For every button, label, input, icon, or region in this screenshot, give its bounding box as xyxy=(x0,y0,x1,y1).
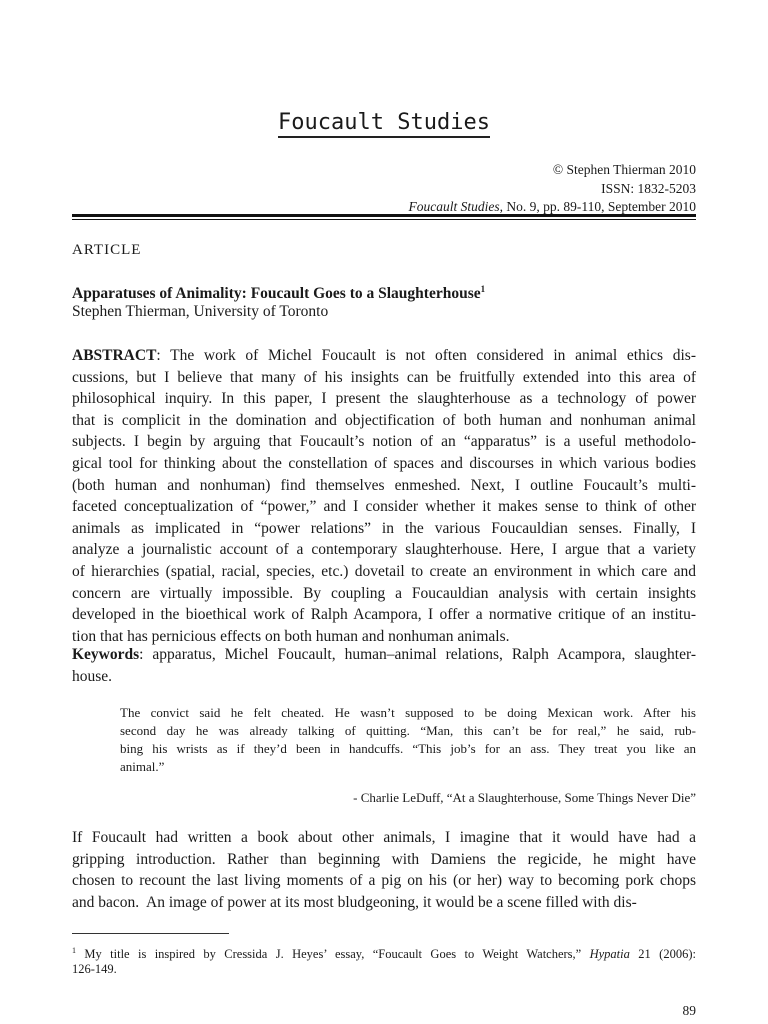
keywords-label: Keywords xyxy=(72,646,140,663)
article-label: ARTICLE xyxy=(72,242,142,258)
abstract-text: analyze a journalistic account of a contemporary slaughterhouse. Here, I argue that a variety xyxy=(72,541,696,559)
abstract-text: concern are virtually impossible. By coupling a Foucauldian analysis with certain insights xyxy=(72,584,696,602)
header-rule xyxy=(72,214,696,217)
abstract-text: philosophical inquiry. In this paper, I present the slaughterhouse as a technology of power xyxy=(72,390,696,408)
body-paragraph xyxy=(72,827,696,913)
keywords-line xyxy=(72,666,696,688)
abstract-line xyxy=(72,583,696,605)
footnote-ref[interactable]: 1 xyxy=(480,284,486,294)
citation-details: , No. 9, pp. 89-110, September 2010 xyxy=(499,199,696,214)
keywords-text: : apparatus, Michel Foucault, human–animal relations, Ralph Acampora, slaughter- xyxy=(139,646,696,663)
body-line xyxy=(72,849,696,871)
journal-title xyxy=(0,110,768,135)
epigraph-line xyxy=(120,704,696,722)
abstract-text: cussions, but I believe that many of his insights can be fruitfully extended into this area of xyxy=(72,368,696,386)
abstract-line xyxy=(72,410,696,432)
epigraph-text: animal.” xyxy=(120,759,165,774)
body-line xyxy=(72,870,696,892)
article-title xyxy=(72,284,485,303)
footnote-rule xyxy=(72,933,229,934)
abstract-text: gical tool for thinking about the constellation of spaces and discourses in which various bodies xyxy=(72,454,696,472)
epigraph-text: The convict said he felt cheated. He wasn’t supposed to be doing Mexican work. After his xyxy=(120,705,696,720)
abstract-line xyxy=(72,475,696,497)
abstract-line xyxy=(72,345,696,367)
epigraph-line xyxy=(120,758,696,776)
abstract-text: of hierarchies (spatial, racial, species, etc.) dovetail to create an environment in which care and xyxy=(72,562,696,580)
citation-journal: Foucault Studies xyxy=(408,199,500,214)
body-line xyxy=(72,892,696,914)
keywords-text: house. xyxy=(72,667,113,685)
keywords-line xyxy=(72,644,696,666)
abstract-line xyxy=(72,539,696,561)
body-line xyxy=(72,827,696,849)
footnote-text: My title is inspired by Cressida J. Heyes’ essay, “Foucault Goes to Weight Watchers,” xyxy=(76,947,590,962)
journal-title-text: Foucault Studies xyxy=(278,110,490,138)
epigraph-line xyxy=(120,740,696,758)
abstract-text: subjects. I begin by arguing that Foucault’s notion of an “apparatus” is a useful methodolo- xyxy=(72,433,696,451)
epigraph-text: bing his wrists as if they’d been in handcuffs. “This job’s for an ass. They treat you like an xyxy=(120,741,696,756)
abstract-label: ABSTRACT xyxy=(72,347,157,364)
abstract-line xyxy=(72,453,696,475)
copyright: © Stephen Thierman 2010 xyxy=(552,162,696,177)
abstract-line xyxy=(72,604,696,626)
body-text: chosen to recount the last living moments of a pig on his (or her) way to becoming pork chops xyxy=(72,872,696,890)
abstract-text: developed in the bioethical work of Ralph Acampora, I offer a normative critique of an institu- xyxy=(72,606,696,624)
abstract-text: : The work of Michel Foucault is not often considered in animal ethics dis- xyxy=(156,347,696,364)
issn: ISSN: 1832-5203 xyxy=(601,180,696,196)
footnote-line: 126-149. xyxy=(72,962,117,976)
keywords xyxy=(72,644,696,687)
footnote-text-end: 21 (2006): xyxy=(629,947,696,962)
abstract-text: (both human and nonhuman) find themselves enmeshed. Next, I outline Foucault’s multi- xyxy=(72,476,696,494)
abstract-text: that is complicit in the domination and objectification of both human and nonhuman animal xyxy=(72,411,696,429)
header-rule-thin xyxy=(72,219,696,220)
abstract-line xyxy=(72,518,696,540)
epigraph xyxy=(120,704,696,776)
body-text: If Foucault had written a book about other animals, I imagine that it would have had a xyxy=(72,829,696,846)
abstract-text: tion that has pernicious effects on both human and nonhuman animals. xyxy=(72,627,510,645)
abstract xyxy=(72,345,696,647)
abstract-line xyxy=(72,388,696,410)
publication-meta xyxy=(409,161,696,217)
abstract-line xyxy=(72,561,696,583)
page-number: 89 xyxy=(682,1003,696,1018)
footnote xyxy=(72,942,696,978)
abstract-line xyxy=(72,367,696,389)
abstract-text: faceted conceptualization of “power,” and I consider whether it makes sense to think of other xyxy=(72,498,696,516)
epigraph-attribution: - Charlie LeDuff, “At a Slaughterhouse, Some Things Never Die” xyxy=(353,790,696,805)
footnote-journal: Hypatia xyxy=(589,947,630,962)
abstract-line xyxy=(72,431,696,453)
epigraph-line xyxy=(120,722,696,740)
article-author: Stephen Thierman, University of Toronto xyxy=(72,303,329,320)
footnote-line xyxy=(72,942,696,960)
abstract-text: animals as implicated in “power relations” in the various Foucauldian senses. Finally, I xyxy=(72,519,696,537)
article-title-text: Apparatuses of Animality: Foucault Goes to a Slaughterhouse xyxy=(72,285,481,303)
footnote-mark: 1 xyxy=(72,946,76,955)
body-text: gripping introduction. Rather than beginning with Damiens the regicide, he might have xyxy=(72,850,696,868)
epigraph-text: second day he was already talking of quitting. “Man, this can’t be for real,” he said, rub- xyxy=(120,723,696,738)
body-text: and bacon. An image of power at its most bludgeoning, it would be a scene filled with dis- xyxy=(72,893,637,911)
abstract-line xyxy=(72,496,696,518)
